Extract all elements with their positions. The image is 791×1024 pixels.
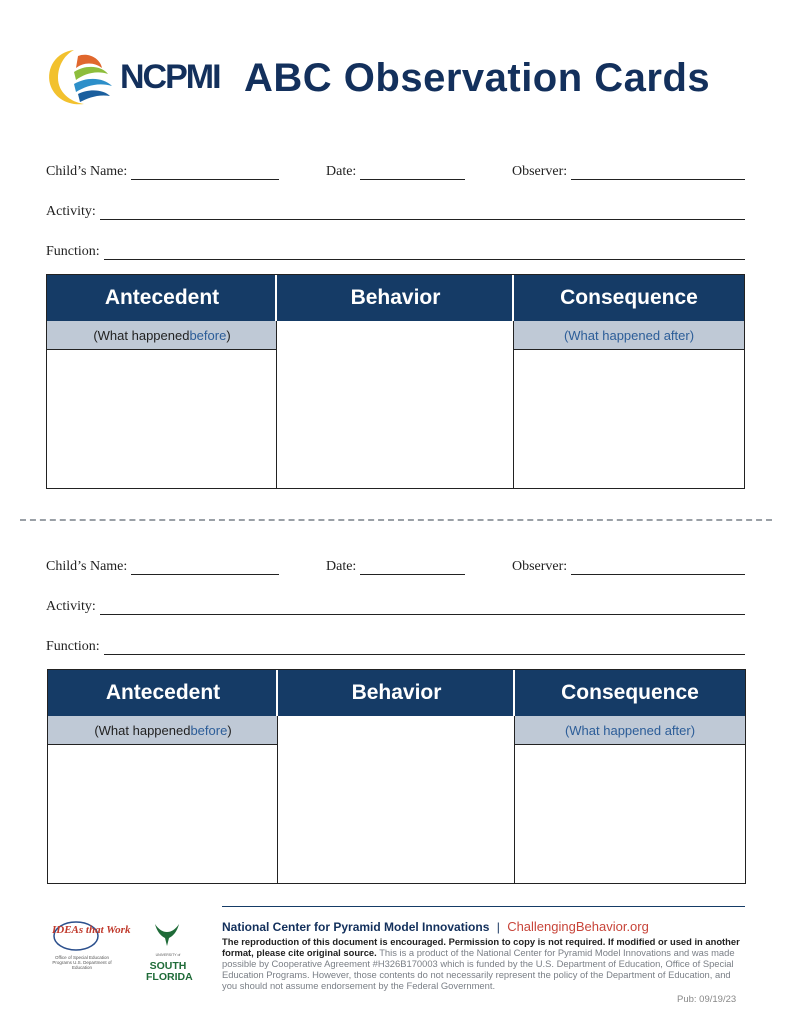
cut-line-separator bbox=[20, 519, 772, 521]
observer-line[interactable] bbox=[571, 165, 745, 180]
ncpmi-logo-text: NCPMI bbox=[120, 58, 220, 96]
antecedent-heading: Antecedent bbox=[47, 275, 277, 321]
date-line[interactable] bbox=[360, 165, 465, 180]
observer-field-1[interactable] bbox=[512, 160, 745, 180]
antecedent-column bbox=[47, 275, 277, 488]
page-title: ABC Observation Cards bbox=[244, 56, 711, 100]
usf-logo-text: UNIVERSITY of SOUTH FLORIDA bbox=[146, 953, 193, 983]
ideas-logo-text: IDEAs that Work bbox=[52, 924, 131, 936]
consequence-column bbox=[514, 275, 744, 488]
activity-label: Activity: bbox=[46, 204, 96, 219]
child-name-field-1[interactable] bbox=[46, 160, 279, 180]
behavior-heading: Behavior bbox=[277, 275, 514, 321]
observer-line[interactable] bbox=[571, 560, 745, 575]
function-line[interactable] bbox=[104, 640, 745, 655]
observer-field-2[interactable] bbox=[512, 555, 745, 575]
activity-line[interactable] bbox=[100, 205, 745, 220]
header-gap bbox=[275, 275, 277, 321]
header-gap bbox=[513, 670, 515, 716]
function-label: Function: bbox=[46, 244, 100, 259]
notice-bold: The reproduction of this document is encouraged. Permission to copy is not required. If modified or used in another format, please cite original source. bbox=[222, 936, 740, 958]
activity-field-2[interactable] bbox=[46, 595, 745, 615]
antecedent-subheading: (What happened before ) bbox=[47, 321, 277, 350]
notice-text: This is a product of the National Center for Pyramid Model Innovations and was made possible by Cooperative Agreement #H326B170003 which is funded by the U.S. Department of Education, Office of Special Education Programs. However, those contents do not necessarily represent the policy of the Department of Education, and you should not assume endorsement by the Federal Government. bbox=[222, 947, 735, 991]
function-line[interactable] bbox=[104, 245, 745, 260]
antecedent-heading: Antecedent bbox=[48, 670, 278, 716]
header-gap bbox=[512, 275, 514, 321]
behavior-column[interactable] bbox=[277, 275, 514, 488]
footer-notice bbox=[222, 936, 744, 991]
org-name: National Center for Pyramid Model Innovations bbox=[222, 920, 490, 934]
abc-table-2 bbox=[47, 669, 746, 884]
date-field-2[interactable] bbox=[326, 555, 465, 575]
antecedent-column bbox=[48, 670, 278, 883]
footer-separator: | bbox=[496, 920, 500, 934]
child-name-label: Child’s Name: bbox=[46, 559, 128, 574]
date-line[interactable] bbox=[360, 560, 465, 575]
activity-field-1[interactable] bbox=[46, 200, 745, 220]
footer-heading bbox=[222, 919, 649, 934]
header-gap bbox=[276, 670, 278, 716]
consequence-heading: Consequence bbox=[515, 670, 745, 716]
consequence-subheading: (What happened after) bbox=[515, 716, 745, 745]
date-label: Date: bbox=[326, 559, 357, 574]
footer-rule bbox=[222, 906, 745, 907]
consequence-heading: Consequence bbox=[514, 275, 744, 321]
date-field-1[interactable] bbox=[326, 160, 465, 180]
function-field-1[interactable] bbox=[46, 240, 745, 260]
child-name-line[interactable] bbox=[131, 560, 279, 575]
behavior-column[interactable] bbox=[278, 670, 515, 883]
consequence-column bbox=[515, 670, 745, 883]
child-name-label: Child’s Name: bbox=[46, 164, 128, 179]
behavior-heading: Behavior bbox=[278, 670, 515, 716]
observer-label: Observer: bbox=[512, 559, 568, 574]
abc-table-1 bbox=[46, 274, 745, 489]
function-label: Function: bbox=[46, 639, 100, 654]
date-label: Date: bbox=[326, 164, 357, 179]
website-link[interactable]: ChallengingBehavior.org bbox=[507, 919, 649, 934]
publication-date: Pub: 09/19/23 bbox=[677, 994, 737, 1005]
activity-line[interactable] bbox=[100, 600, 745, 615]
observer-label: Observer: bbox=[512, 164, 568, 179]
ideas-logo-caption: Office of Special Education Programs U.S. Department of Education bbox=[52, 955, 112, 970]
function-field-2[interactable] bbox=[46, 635, 745, 655]
antecedent-subheading: (What happened before ) bbox=[48, 716, 278, 745]
consequence-subheading: (What happened after) bbox=[514, 321, 744, 350]
activity-label: Activity: bbox=[46, 599, 96, 614]
ncpmi-logo-mark bbox=[44, 46, 116, 108]
child-name-field-2[interactable] bbox=[46, 555, 279, 575]
child-name-line[interactable] bbox=[131, 165, 279, 180]
